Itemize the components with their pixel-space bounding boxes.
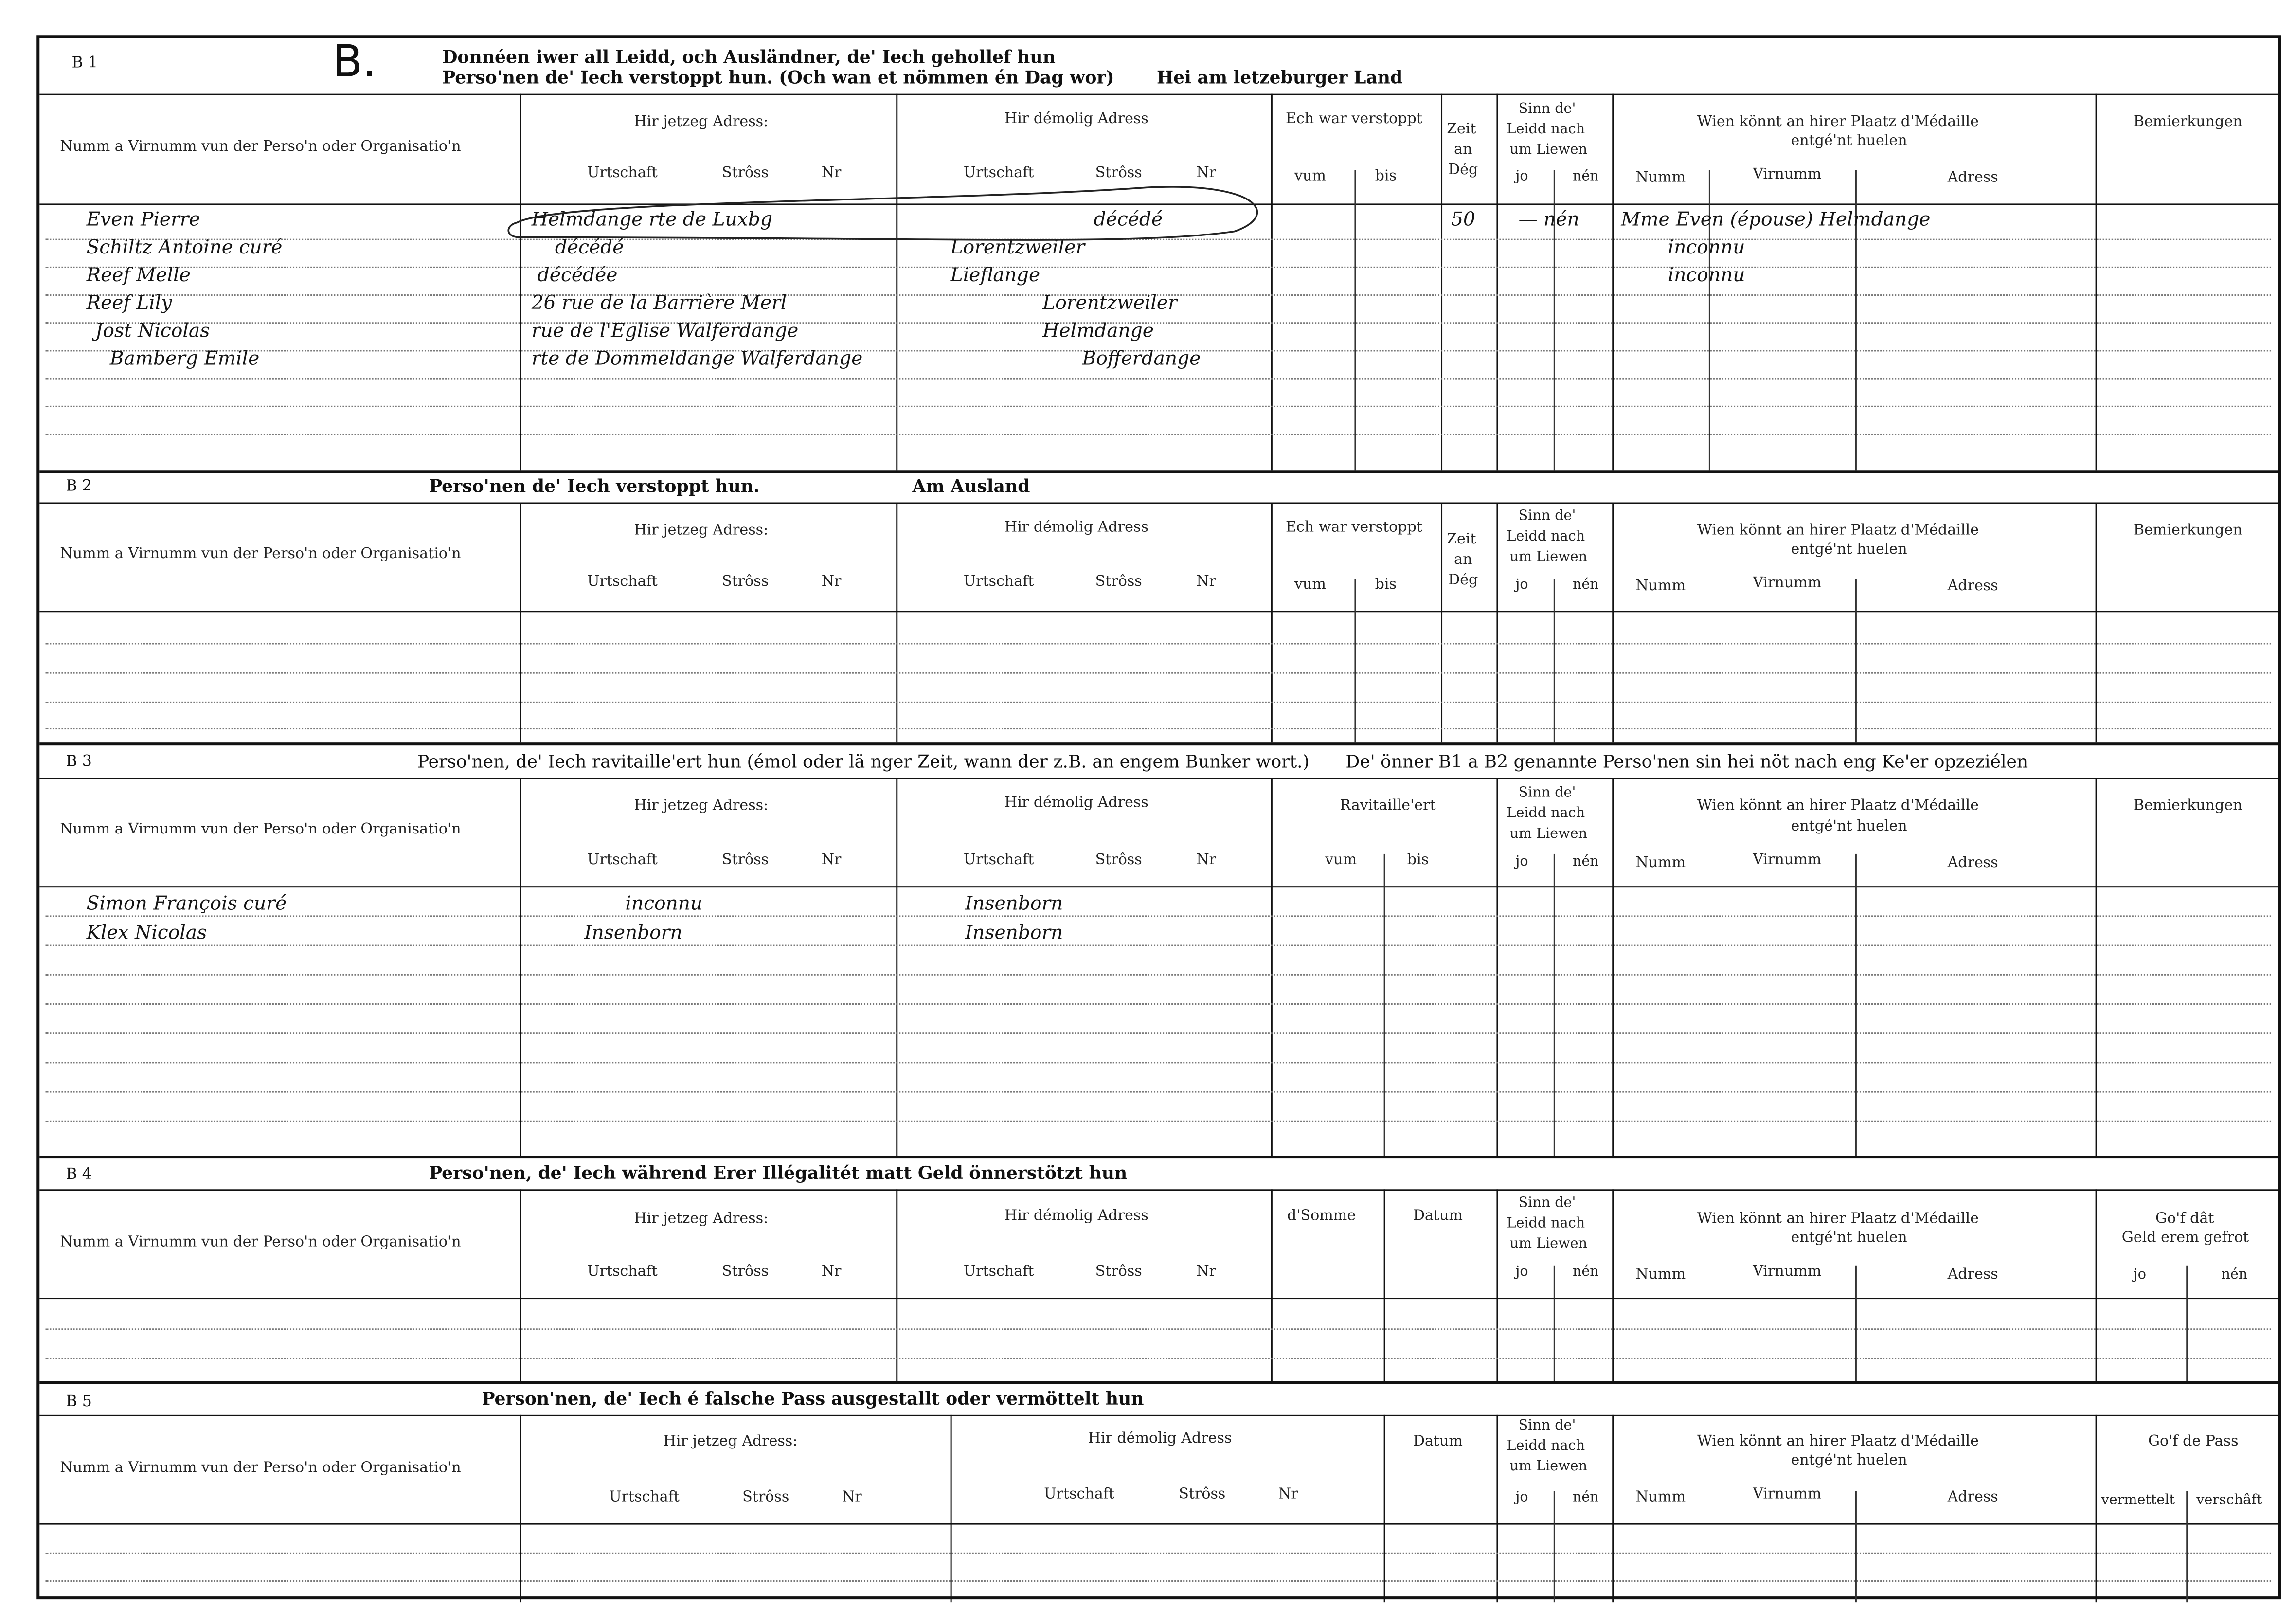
current-address-header: Hir jetzeg Adress: [634, 1211, 769, 1228]
number-header: Nr [1196, 574, 1217, 591]
former-address-header: Hir démolig Adress [1088, 1430, 1232, 1448]
b1-name-4: Reef Lily [86, 293, 172, 315]
alive-header: um Liewen [1509, 549, 1588, 565]
locality-header: Urtschaft [963, 852, 1034, 869]
time-header: an [1454, 552, 1472, 568]
b1-current-1: Helmdange rte de Luxbg [531, 209, 772, 232]
section-code-b5: B 5 [66, 1393, 92, 1411]
b1-medal-1: Mme Even (épouse) Helmdange [1621, 209, 1931, 232]
b3-current-1: inconnu [625, 893, 703, 916]
street-header: Strôss [722, 574, 769, 591]
number-header: Nr [821, 574, 842, 591]
b1-alive-no: — nén [1518, 209, 1579, 232]
alive-header: um Liewen [1509, 142, 1588, 159]
date-header: Datum [1413, 1208, 1463, 1225]
locality-header: Urtschaft [963, 574, 1034, 591]
medal-header: Wien könnt an hirer Plaatz d'Médaille [1697, 798, 1979, 815]
locality-header: Urtschaft [587, 1264, 658, 1280]
firstname-header: Virnumm [1753, 1264, 1822, 1280]
former-address-header: Hir démolig Adress [1004, 111, 1148, 127]
medal-header: entgé'nt huelen [1791, 1453, 1907, 1469]
medal-header: entgé'nt huelen [1791, 133, 1907, 150]
to-header: bis [1375, 577, 1397, 594]
number-header: Nr [1196, 852, 1217, 869]
locality-header: Urtschaft [587, 165, 658, 182]
no-header: nén [1572, 1489, 1599, 1506]
locality-header: Urtschaft [587, 574, 658, 591]
former-address-header: Hir démolig Adress [1004, 795, 1148, 812]
number-header: Nr [821, 165, 842, 182]
street-header: Strôss [1095, 574, 1142, 591]
address-header: Adress [1947, 579, 1998, 595]
b1-current-5: rue de l'Eglise Walferdange [531, 321, 799, 343]
surname-header: Numm [1635, 1489, 1686, 1506]
b1-former-1: Lorentzweiler [950, 237, 1085, 259]
b1-medal-3: inconnu [1668, 265, 1745, 287]
money-returned-header: Go'f dât [2155, 1211, 2214, 1228]
b2-title: Perso'nen de' Iech verstoppt hun. [429, 476, 760, 497]
street-header: Strôss [722, 852, 769, 869]
b1-former-4: Helmdange [1042, 321, 1154, 343]
b1-name-5: Jost Nicolas [95, 321, 210, 343]
form-letter: B. [332, 36, 377, 88]
b1-former-3: Lorentzweiler [1042, 293, 1177, 315]
b1-name-3: Reef Melle [86, 265, 191, 287]
name-column-header: Numm a Virnumm vun der Perso'n oder Organisatio'n [60, 1234, 461, 1251]
surname-header: Numm [1635, 579, 1686, 595]
surname-header: Numm [1635, 855, 1686, 872]
days-header: Dég [1448, 163, 1478, 179]
name-column-header: Numm a Virnumm vun der Perso'n oder Organisatio'n [60, 139, 461, 156]
address-header: Adress [1947, 1489, 1998, 1506]
medal-header: entgé'nt huelen [1791, 542, 1907, 558]
address-header: Adress [1947, 855, 1998, 872]
alive-header: um Liewen [1509, 1459, 1588, 1475]
b2-place: Am Ausland [912, 476, 1030, 497]
number-header: Nr [821, 1264, 842, 1280]
b3-name-2: Klex Nicolas [86, 923, 207, 945]
hidden-header: Ech war verstoppt [1285, 520, 1422, 536]
b1-former-5: Bofferdange [1082, 348, 1201, 371]
section-b2 [39, 470, 2278, 742]
number-header: Nr [1196, 165, 1217, 182]
locality-header: Urtschaft [609, 1489, 680, 1506]
b1-current-4: 26 rue de la Barrière Merl [531, 293, 787, 315]
hidden-header: Ech war verstoppt [1285, 111, 1422, 127]
no-header: nén [2221, 1267, 2248, 1283]
name-column-header: Numm a Virnumm vun der Perso'n oder Organisatio'n [60, 546, 461, 562]
former-address-header: Hir démolig Adress [1004, 520, 1148, 536]
b3-former-1: Insenborn [965, 893, 1063, 916]
b4-title: Perso'nen, de' Iech während Erer Illégalitét matt Geld önnerstötzt hun [429, 1163, 1128, 1184]
street-header: Strôss [1095, 1264, 1142, 1280]
number-header: Nr [1196, 1264, 1217, 1280]
arranged-header: vermettelt [2101, 1492, 2175, 1509]
surname-header: Numm [1635, 1267, 1686, 1283]
section-code-b3: B 3 [66, 753, 92, 771]
b1-current-2: décédé [555, 237, 624, 259]
time-header: Zeit [1447, 121, 1476, 138]
medal-header: entgé'nt huelen [1791, 1230, 1907, 1247]
alive-header: Leidd nach [1507, 1215, 1585, 1232]
from-header: vum [1294, 168, 1326, 185]
medal-header: Wien könnt an hirer Plaatz d'Médaille [1697, 523, 1979, 539]
b3-name-1: Simon François curé [86, 893, 287, 916]
locality-header: Urtschaft [963, 1264, 1034, 1280]
section-code-b1: B 1 [72, 54, 98, 72]
locality-header: Urtschaft [963, 165, 1034, 182]
street-header: Strôss [722, 165, 769, 182]
days-header: Dég [1448, 572, 1478, 589]
section-b4 [39, 1156, 2278, 1381]
handwritten-oval [502, 173, 1278, 246]
firstname-header: Virnumm [1753, 852, 1822, 869]
yes-header: jo [1515, 1489, 1528, 1506]
b1-current-6: rte de Dommeldange Walferdange [531, 348, 863, 371]
b1-current-extra: décédé [1094, 209, 1163, 232]
b3-title: Perso'nen, de' Iech ravitaille'ert hun (émol oder lä nger Zeit, wann der z.B. an engem Bunker wort.) [417, 751, 1309, 772]
number-header: Nr [842, 1489, 862, 1506]
alive-header: um Liewen [1509, 1236, 1588, 1252]
street-header: Strôss [1095, 852, 1142, 869]
b3-current-2: Insenborn [584, 923, 682, 945]
alive-header: Sinn de' [1518, 1417, 1576, 1434]
supplied-header: Ravitaille'ert [1340, 798, 1436, 815]
number-header: Nr [821, 852, 842, 869]
from-header: vum [1325, 852, 1357, 869]
no-header: nén [1572, 577, 1599, 594]
time-header: an [1454, 142, 1472, 159]
address-header: Adress [1947, 170, 1998, 186]
street-header: Strôss [722, 1264, 769, 1280]
street-header: Strôss [1179, 1486, 1226, 1503]
yes-header: jo [1515, 168, 1528, 185]
alive-header: Sinn de' [1518, 508, 1576, 525]
current-address-header: Hir jetzeg Adress: [634, 114, 769, 130]
section-code-b4: B 4 [66, 1166, 92, 1184]
money-returned-header: Geld erem gefrot [2121, 1230, 2249, 1247]
yes-header: jo [1515, 577, 1528, 594]
locality-header: Urtschaft [587, 852, 658, 869]
yes-header: jo [2133, 1267, 2146, 1283]
time-header: Zeit [1447, 531, 1476, 548]
b1-current-3: décédée [537, 265, 618, 287]
b1-name-2: Schiltz Antoine curé [86, 237, 283, 259]
address-header: Adress [1947, 1267, 1998, 1283]
firstname-header: Virnumm [1753, 167, 1822, 183]
name-column-header: Numm a Virnumm vun der Perso'n oder Organisatio'n [60, 821, 461, 838]
alive-header: Sinn de' [1518, 785, 1576, 801]
sum-header: d'Somme [1287, 1208, 1356, 1225]
number-header: Nr [1278, 1486, 1298, 1503]
alive-header: Sinn de' [1518, 1195, 1576, 1212]
name-column-header: Numm a Virnumm vun der Perso'n oder Organisatio'n [60, 1460, 461, 1477]
surname-header: Numm [1635, 170, 1686, 186]
medal-header: Wien könnt an hirer Plaatz d'Médaille [1697, 114, 1979, 130]
to-header: bis [1407, 852, 1429, 869]
alive-header: um Liewen [1509, 826, 1588, 842]
street-header: Strôss [1095, 165, 1142, 182]
medal-header: entgé'nt huelen [1791, 818, 1907, 835]
to-header: bis [1375, 168, 1397, 185]
date-header: Datum [1413, 1433, 1463, 1450]
section-b3 [39, 742, 2278, 1156]
b1-medal-2: inconnu [1668, 237, 1745, 259]
b5-title: Person'nen, de' Iech é falsche Pass ausgestallt oder vermöttelt hun [482, 1388, 1144, 1409]
section-code-b2: B 2 [66, 477, 92, 495]
remarks-header: Bemierkungen [2133, 114, 2242, 130]
section-b1 [39, 38, 2278, 470]
b1-name-1: Even Pierre [86, 209, 200, 232]
procured-header: verschâft [2196, 1492, 2262, 1509]
yes-header: jo [1515, 1264, 1528, 1280]
alive-header: Sinn de' [1518, 101, 1576, 117]
alive-header: Leidd nach [1507, 805, 1585, 822]
b1-name-6: Bamberg Emile [109, 348, 260, 371]
no-header: nén [1572, 1264, 1599, 1280]
no-header: nén [1572, 853, 1599, 870]
alive-header: Leidd nach [1507, 121, 1585, 138]
intro-land: Hei am letzeburger Land [1157, 67, 1403, 88]
no-header: nén [1572, 168, 1599, 185]
intro-line-1: Donnéen iwer all Leidd, och Ausländner, de' Iech gehollef hun [442, 47, 1056, 68]
pass-header: Go'f de Pass [2148, 1433, 2239, 1450]
locality-header: Urtschaft [1044, 1486, 1115, 1503]
yes-header: jo [1515, 853, 1528, 870]
firstname-header: Virnumm [1753, 1486, 1822, 1503]
alive-header: Leidd nach [1507, 1438, 1585, 1455]
b3-former-2: Insenborn [965, 923, 1063, 945]
b1-former-2: Lieflange [950, 265, 1040, 287]
medal-header: Wien könnt an hirer Plaatz d'Médaille [1697, 1211, 1979, 1228]
section-b5 [39, 1381, 2278, 1603]
from-header: vum [1294, 577, 1326, 594]
intro-line-2: Perso'nen de' Iech verstoppt hun. (Och wan et nömmen én Dag wor) [442, 67, 1114, 88]
current-address-header: Hir jetzeg Adress: [634, 523, 769, 539]
remarks-header: Bemierkungen [2133, 798, 2242, 815]
current-address-header: Hir jetzeg Adress: [663, 1433, 798, 1450]
alive-header: Leidd nach [1507, 528, 1585, 545]
street-header: Strôss [742, 1489, 789, 1506]
firstname-header: Virnumm [1753, 576, 1822, 592]
medal-header: Wien könnt an hirer Plaatz d'Médaille [1697, 1433, 1979, 1450]
b3-note: De' önner B1 a B2 genannte Perso'nen sin hei nöt nach eng Ke'er opzeziélen [1345, 751, 2028, 772]
current-address-header: Hir jetzeg Adress: [634, 798, 769, 815]
form-frame [36, 35, 2281, 1599]
b1-days: 50 [1451, 209, 1475, 232]
remarks-header: Bemierkungen [2133, 523, 2242, 539]
former-address-header: Hir démolig Adress [1004, 1208, 1148, 1225]
